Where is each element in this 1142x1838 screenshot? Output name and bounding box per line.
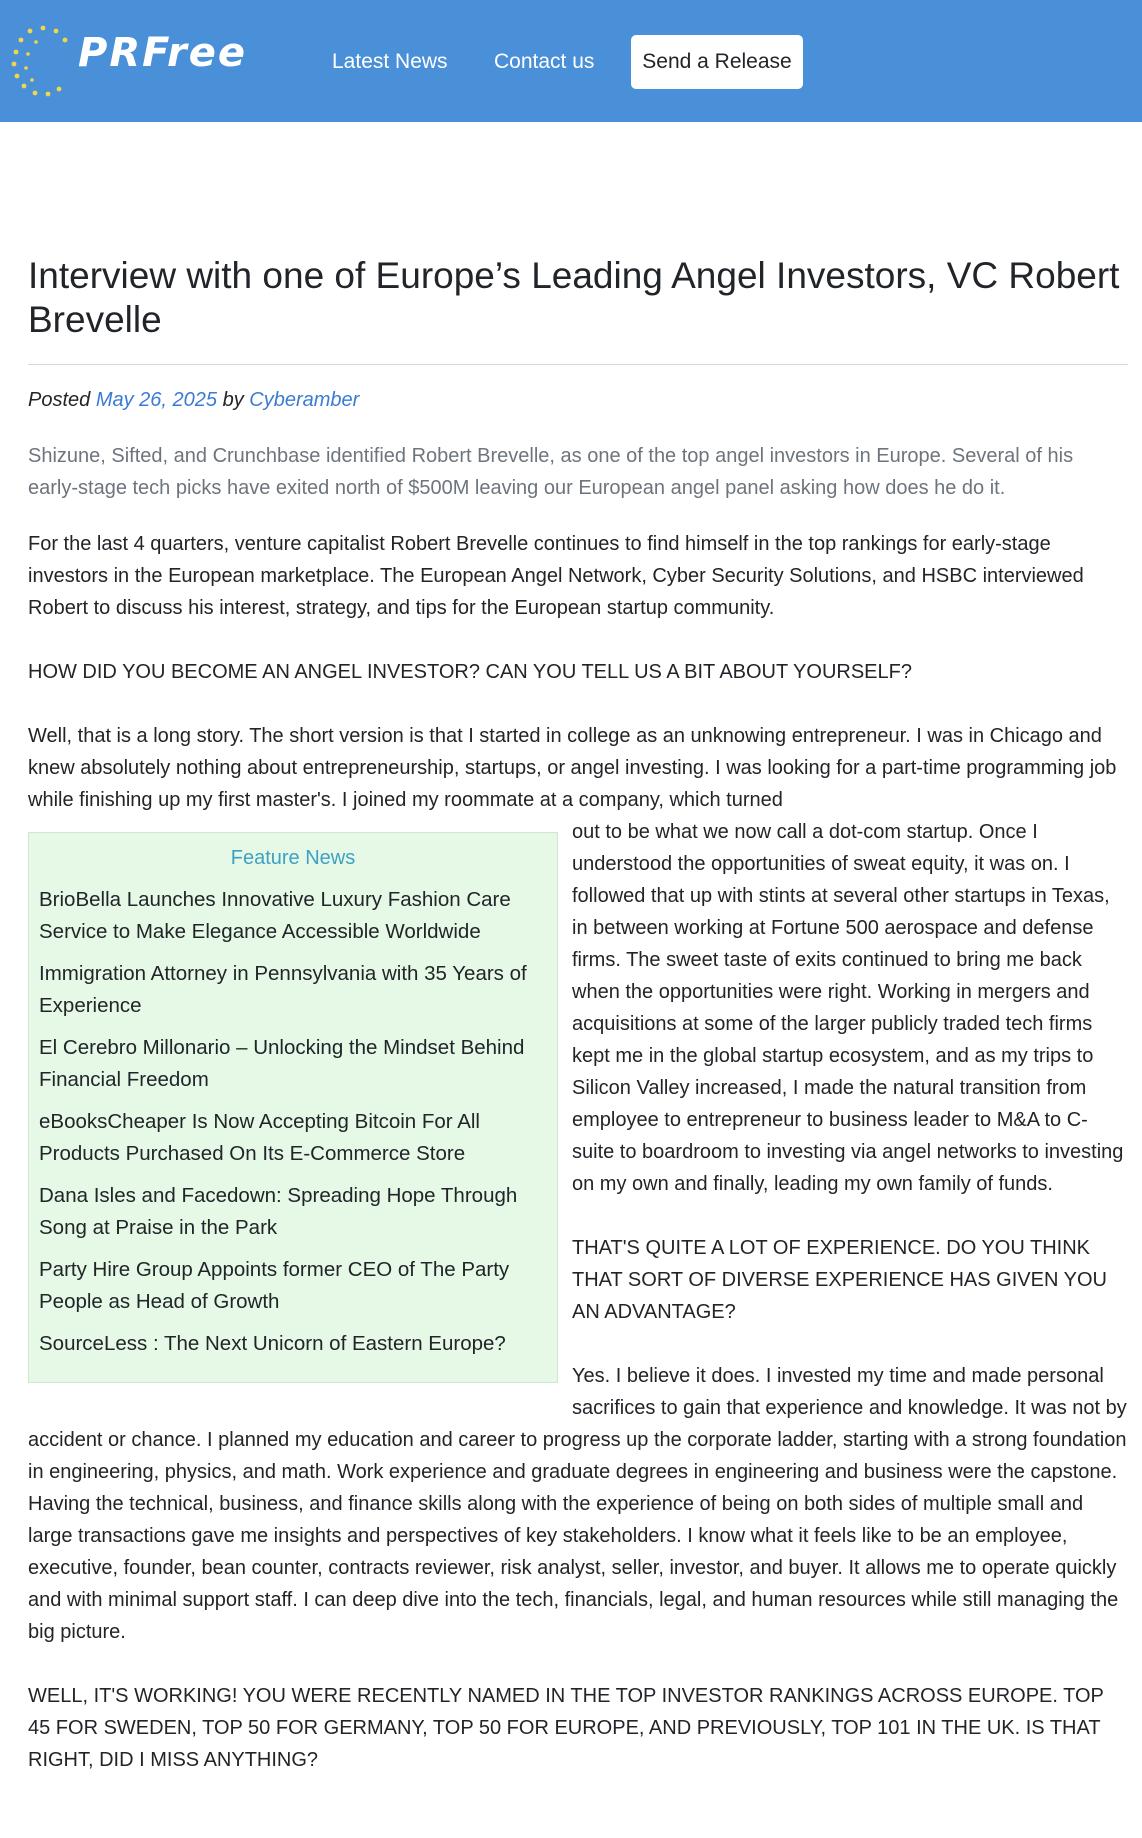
answer-2: Yes. I believe it does. I invested my time and made personal sacrifices to gain that experience and knowledge. It was not by accident or chance. I planned my education and career to progress up the corporate ladder, starting with a strong foundation in engineering, physics, and math. Work experience and graduate degrees in engineering and business were the capstone. Having the technical, business, and finance skills along with the experience of being on both sides of multiple small and large transactions gave me insights and perspectives of key stakeholders. I know what it feels like to be an employee, executive, founder, bean counter, contracts reviewer, risk analyst, seller, investor, and buyer. It allows me to operate quickly and with minimal support staff. I can deep dive into the tech, financials, legal, and human resources while still managing the big picture. [28,1365,1127,1643]
nav-contact-us[interactable]: Contact us [494,50,595,73]
post-meta [28,389,1128,412]
feature-news-item[interactable]: El Cerebro Millonario – Unlocking the Mindset Behind Financial Freedom [39,1036,525,1091]
site-logo[interactable] [8,22,248,102]
article-lead: Shizune, Sifted, and Crunchbase identified Robert Brevelle, as one of the top angel investors in Europe. Several of his early-stage tech picks have exited north of $500M leaving our European angel panel asking how does he do it. [28,445,1074,499]
article-content [28,254,1128,1776]
top-navbar [0,0,1142,122]
send-release-button[interactable]: Send a Release [631,35,803,89]
author-link[interactable]: Cyberamber [249,389,360,411]
post-date-link[interactable]: May 26, 2025 [95,389,218,411]
feature-news-item[interactable]: Party Hire Group Appoints former CEO of The Party People as Head of Growth [39,1258,510,1313]
answer-1-rest: out to be what we now call a dot-com startup. Once I understood the opportunities of sweat equity, it was on. I followed that up with stints at several other startups in Texas, in between working at Fortune 500 aerospace and defense firms. The sweet taste of exits continued to bring me back when the opportunities were right. Working in mergers and acquisitions at some of the larger publicly traded tech firms kept me in the global startup ecosystem, and as my trips to Silicon Valley increased, I made the natural transition from employee to entrepreneur to business leader to M&A to C-suite to boardroom to investing via angel networks to investing on my own and finally, leading my own family of funds. [572,821,1124,1195]
feature-news-item[interactable]: Dana Isles and Facedown: Spreading Hope Through Song at Praise in the Park [39,1184,518,1239]
feature-news-item[interactable]: SourceLess : The Next Unicorn of Eastern Europe? [39,1332,506,1355]
feature-news-item[interactable]: BrioBella Launches Innovative Luxury Fashion Care Service to Make Elegance Accessible Worldwide [39,888,511,943]
by-label: by [222,389,244,411]
posted-label: Posted [28,389,91,411]
feature-news-item[interactable]: Immigration Attorney in Pennsylvania with 35 Years of Experience [39,962,527,1017]
intro-paragraph: For the last 4 quarters, venture capitalist Robert Brevelle continues to find himself in the top rankings for early-stage investors in the European marketplace. The European Angel Network, Cyber Security Solutions, and HSBC interviewed Robert to discuss his interest, strategy, and tips for the European startup community. [28,533,1084,619]
article-title: Interview with one of Europe’s Leading Angel Investors, VC Robert Brevelle [28,255,1120,340]
star-ring-icon [8,22,78,102]
nav-latest-news[interactable]: Latest News [332,50,448,73]
title-divider [28,364,1128,365]
answer-1-start: Well, that is a long story. The short version is that I started in college as an unknowing entrepreneur. I was in Chicago and knew absolutely nothing about entrepreneurship, startups, or angel investing. I was looking for a part-time programming job while finishing up my first master's. I joined my roommate at a company, which turned [28,725,1117,811]
logo-text: PRFree [78,30,248,76]
question-2: THAT'S QUITE A LOT OF EXPERIENCE. DO YOU THINK THAT SORT OF DIVERSE EXPERIENCE HAS GIVEN YOU AN ADVANTAGE? [572,1237,1107,1323]
question-3: WELL, IT'S WORKING! YOU WERE RECENTLY NAMED IN THE TOP INVESTOR RANKINGS ACROSS EUROPE. TOP 45 FOR SWEDEN, TOP 50 FOR GERMANY, TOP 50 FOR EUROPE, AND PREVIOUSLY, TOP 101 IN THE UK. IS THAT RIGHT, DID I MISS ANYTHING? [28,1685,1104,1771]
question-1: HOW DID YOU BECOME AN ANGEL INVESTOR? CAN YOU TELL US A BIT ABOUT YOURSELF? [28,661,912,683]
feature-news-title: Feature News [230,847,356,869]
feature-news-box [28,832,558,1383]
feature-news-item[interactable]: eBooksCheaper Is Now Accepting Bitcoin For All Products Purchased On Its E-Commerce Store [39,1110,480,1165]
